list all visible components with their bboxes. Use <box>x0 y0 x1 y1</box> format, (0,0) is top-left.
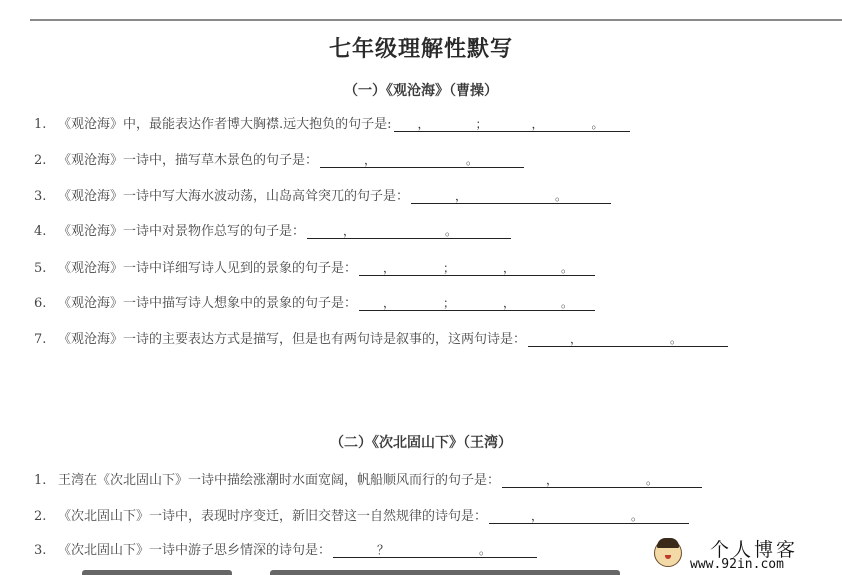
answer-blank[interactable] <box>307 222 511 239</box>
question-number: 1. <box>34 117 47 132</box>
question-text: 《观沧海》一诗的主要表达方式是描写，但是也有两句诗是叙事的，这两句诗是： <box>58 332 527 347</box>
blank-mark: 。 <box>561 296 574 310</box>
question-text: 《观沧海》一诗中，描写草木景色的句子是： <box>58 153 319 168</box>
blank-mark: 。 <box>631 509 644 523</box>
blank-mark: 。 <box>561 261 574 275</box>
question-row <box>34 148 524 168</box>
section-heading-1: （一）《观沧海》（曹操） <box>344 83 498 99</box>
question-number: 1. <box>34 473 47 488</box>
question-text: 《观沧海》中，最能表达作者博大胸襟.远大抱负的句子是: <box>58 117 392 132</box>
blank-mark: ； <box>443 296 456 310</box>
question-number: 2. <box>34 153 47 168</box>
question-number: 6. <box>34 296 47 311</box>
page-title: 七年级理解性默写 <box>328 37 513 62</box>
blank-mark: 。 <box>646 473 659 487</box>
question-number: 7. <box>34 332 47 347</box>
question-number: 3. <box>34 543 47 558</box>
answer-blank[interactable] <box>489 507 689 524</box>
blank-mark: ； <box>475 117 488 131</box>
question-number: 5. <box>34 261 47 276</box>
blank-mark: 。 <box>445 224 458 238</box>
question-row <box>34 256 595 276</box>
top-rule <box>30 19 842 21</box>
question-row <box>34 219 511 239</box>
blank-mark: ， <box>531 117 544 131</box>
blank-mark: ， <box>546 473 559 487</box>
blank-mark: 。 <box>670 332 683 346</box>
question-text: 《次北固山下》一诗中，表现时序变迁，新旧交替这一自然规律的诗句是： <box>58 509 488 524</box>
blank-mark: ？ <box>377 543 390 557</box>
question-number: 2. <box>34 509 47 524</box>
section-heading-2: （二）《次北固山下》（王湾） <box>330 435 512 451</box>
answer-blank[interactable] <box>411 187 611 204</box>
question-row <box>34 504 689 524</box>
answer-blank[interactable] <box>359 294 595 311</box>
blank-mark: ； <box>443 261 456 275</box>
question-row <box>34 184 611 204</box>
question-row <box>34 112 630 132</box>
question-number: 4. <box>34 224 47 239</box>
blank-mark: ， <box>417 117 430 131</box>
question-text: 《观沧海》一诗中详细写诗人见到的景象的句子是： <box>58 261 358 276</box>
blank-mark: ， <box>383 261 396 275</box>
watermark-title: 个人博客 <box>710 539 799 561</box>
blog-watermark <box>650 535 840 575</box>
answer-blank[interactable] <box>502 471 702 488</box>
blank-mark: ， <box>343 224 356 238</box>
scrollbar-segment[interactable] <box>82 570 232 575</box>
blank-mark: ， <box>383 296 396 310</box>
question-text: 《次北固山下》一诗中游子思乡情深的诗句是： <box>58 543 332 558</box>
answer-blank[interactable] <box>359 259 595 276</box>
question-text: 《观沧海》一诗中描写诗人想象中的景象的句子是： <box>58 296 358 311</box>
question-row <box>34 291 595 311</box>
question-text: 《观沧海》一诗中对景物作总写的句子是： <box>58 224 306 239</box>
blank-mark: ， <box>570 332 583 346</box>
answer-blank[interactable] <box>528 330 728 347</box>
question-number: 3. <box>34 189 47 204</box>
question-text: 王湾在《次北固山下》一诗中描绘涨潮时水面宽阔，帆船顺风而行的句子是： <box>58 473 501 488</box>
blank-mark: 。 <box>466 153 479 167</box>
answer-blank[interactable] <box>394 115 630 132</box>
blank-mark: 。 <box>555 189 568 203</box>
scrollbar-segment[interactable] <box>270 570 620 575</box>
blank-mark: ， <box>364 153 377 167</box>
question-row <box>34 538 537 558</box>
blank-mark: ， <box>503 261 516 275</box>
watermark-url: www.92in.com <box>690 557 784 572</box>
question-row <box>34 327 728 347</box>
question-row <box>34 468 702 488</box>
answer-blank[interactable] <box>320 151 524 168</box>
cartoon-face-icon <box>654 539 682 567</box>
blank-mark: 。 <box>479 543 492 557</box>
blank-mark: ， <box>531 509 544 523</box>
question-text: 《观沧海》一诗中写大海水波动荡，山岛高耸突兀的句子是： <box>58 189 410 204</box>
blank-mark: 。 <box>591 117 604 131</box>
answer-blank[interactable] <box>333 541 537 558</box>
blank-mark: ， <box>455 189 468 203</box>
blank-mark: ， <box>503 296 516 310</box>
